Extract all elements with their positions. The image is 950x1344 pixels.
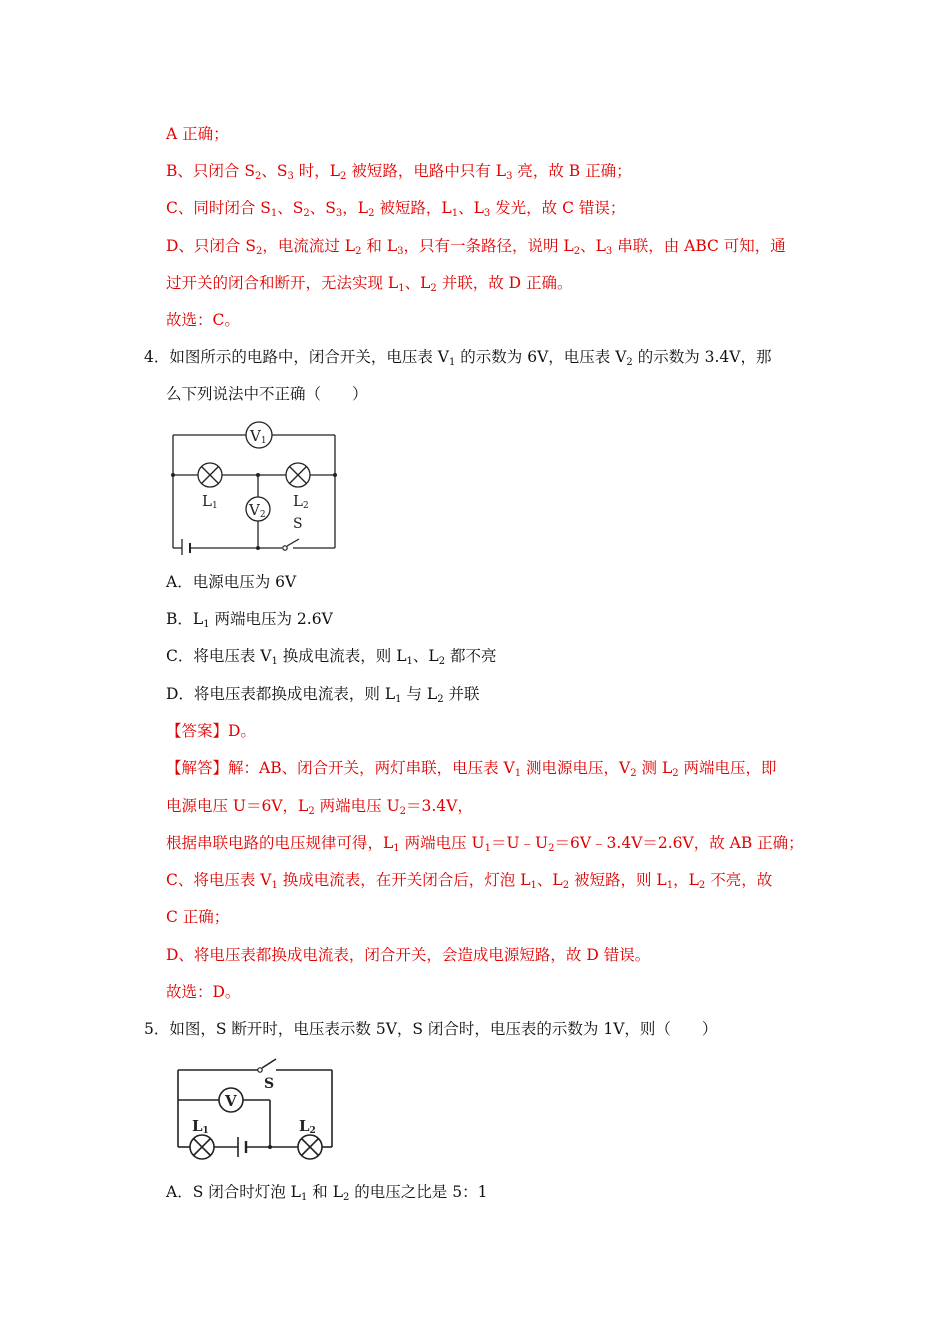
q5-label-l2: L2 [299, 1117, 316, 1136]
prev-a: A 正确； [166, 125, 229, 143]
q4-label-l1: L1 [202, 492, 218, 511]
svg-text:V1: V1 [250, 427, 267, 446]
prev-d-line1: D、只闭合 $S_2$，电流流过 $L_2$ 和 $L_3$，只有一条路径，说明 $L_2$、$L_3$ 串联，由 ABC 可知，通 [166, 237, 786, 257]
q5-circuit-diagram [172, 1055, 342, 1167]
q4-choice: 故选：D。 [166, 983, 241, 1001]
svg-text:V: V [225, 1092, 237, 1110]
prev-b: B、只闭合 $S_2$、$S_3$ 时，$L_2$ 被短路，电路中只有 $L_3$ 亮，故 B 正确； [166, 162, 632, 182]
prev-choice: 故选：C。 [166, 311, 240, 329]
q4-option-a: A．电源电压为 6V [166, 573, 297, 591]
q4-label-l2: L2 [293, 492, 309, 511]
svg-text:V2: V2 [249, 501, 266, 520]
q4-lamp-l1-icon [198, 463, 222, 487]
q5-option-a: A．S 闭合时灯泡 $L_1$ 和 $L_2$ 的电压之比是 5：1 [166, 1183, 488, 1203]
q4-label-s: S [293, 516, 303, 532]
q4-option-d: D．将电压表都换成电流表，则 $L_1$ 与 $L_2$ 并联 [166, 685, 480, 705]
q4-stem-line2: 么下列说法中不正确（ ） [166, 385, 368, 403]
q4-solution-line2: 电源电压 U＝6V，$L_2$ 两端电压 $U_2=3.4V$， [166, 797, 473, 817]
q5-switch-blade [262, 1059, 276, 1068]
q5-stem: 5．如图，S 断开时，电压表示数 5V，S 闭合时，电压表的示数为 1V，则（ ） [144, 1020, 718, 1038]
q4-circuit-diagram [168, 420, 343, 555]
q5-lamp-l2-icon [298, 1135, 322, 1159]
q5-label-l1: L1 [192, 1117, 209, 1136]
prev-d-line2: 过开关的闭合和断开，无法实现 $L_1$、$L_2$ 并联，故 D 正确。 [166, 274, 573, 294]
q4-solution-line6: D、将电压表都换成电流表，闭合开关，会造成电源短路，故 D 错误。 [166, 946, 651, 964]
q4-solution-line5: C 正确； [166, 908, 230, 926]
q4-solution-line3: 根据串联电路的电压规律可得，$L_1$ 两端电压 $U_1=U﹣U_2=6V﹣3.4V=2.6V$，故 AB 正确； [166, 834, 804, 854]
q5-lamp-l1-icon [190, 1135, 214, 1159]
q4-lamp-l2-icon [286, 463, 310, 487]
q4-solution-line4: C、将电压表 $V_1$ 换成电流表，在开关闭合后，灯泡 $L_1$、$L_2$ 被短路，则 $L_1$，$L_2$ 不亮，故 [166, 871, 773, 891]
q4-option-c: C．将电压表 $V_1$ 换成电流表，则 $L_1$、$L_2$ 都不亮 [166, 647, 497, 667]
q4-answer: 【答案】D。 [166, 722, 256, 740]
prev-c: C、同时闭合 $S_1$、$S_2$、$S_3$，$L_2$ 被短路，$L_1$、$L_3$ 发光，故 C 错误； [166, 199, 626, 219]
q5-label-s: S [264, 1076, 275, 1092]
q4-switch-blade [287, 539, 299, 546]
q4-option-b: B．$L_1$ 两端电压为 2.6V [166, 610, 333, 630]
q4-solution-line1: 【解答】解：AB、闭合开关，两灯串联，电压表 $V_1$ 测电源电压，$V_2$ 测 $L_2$ 两端电压，即 [166, 759, 777, 779]
q4-stem-line1: 4．如图所示的电路中，闭合开关，电压表 $V_1$ 的示数为 6V，电压表 $V_2$ 的示数为 3.4V，那 [144, 348, 772, 368]
